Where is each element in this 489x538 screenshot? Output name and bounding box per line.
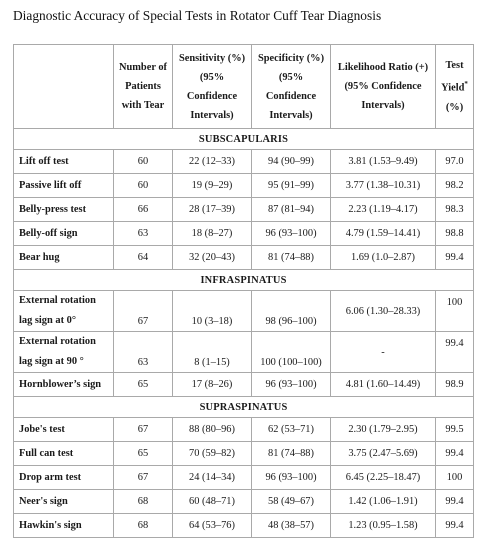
sensitivity-cell: 10 (3–18) bbox=[173, 291, 252, 332]
section-header-row bbox=[14, 397, 474, 418]
likelihood-ratio-cell: 1.23 (0.95–1.58) bbox=[331, 514, 436, 538]
accuracy-table-container bbox=[13, 44, 473, 538]
test-name-line: Hawkin's sign bbox=[19, 520, 82, 531]
test-name-line: lag sign at 0° bbox=[19, 315, 76, 326]
sensitivity-cell: 8 (1–15) bbox=[173, 332, 252, 373]
patients-cell: 67 bbox=[114, 466, 173, 490]
test-name-cell bbox=[14, 332, 114, 373]
likelihood-ratio-cell: 6.06 (1.30–28.33) bbox=[331, 291, 436, 332]
patients-cell: 66 bbox=[114, 198, 173, 222]
specificity-cell: 58 (49–67) bbox=[252, 490, 331, 514]
test-yield-cell: 99.4 bbox=[436, 490, 474, 514]
table-row bbox=[14, 174, 474, 198]
header-test-blank bbox=[14, 45, 114, 129]
test-name-line: Jobe's test bbox=[19, 424, 65, 435]
sensitivity-cell: 70 (59–82) bbox=[173, 442, 252, 466]
sensitivity-cell: 22 (12–33) bbox=[173, 150, 252, 174]
header-likelihood-ratio: Likelihood Ratio (+) (95% Confidence Intervals) bbox=[331, 45, 436, 129]
specificity-cell: 95 (91–99) bbox=[252, 174, 331, 198]
test-yield-cell: 99.5 bbox=[436, 418, 474, 442]
table-row bbox=[14, 373, 474, 397]
likelihood-ratio-cell: - bbox=[331, 332, 436, 373]
likelihood-ratio-cell: 3.81 (1.53–9.49) bbox=[331, 150, 436, 174]
patients-cell: 63 bbox=[114, 222, 173, 246]
test-name-line: Bear hug bbox=[19, 252, 60, 263]
sensitivity-cell: 32 (20–43) bbox=[173, 246, 252, 270]
likelihood-ratio-cell: 4.79 (1.59–14.41) bbox=[331, 222, 436, 246]
likelihood-ratio-cell: 1.69 (1.0–2.87) bbox=[331, 246, 436, 270]
patients-cell: 65 bbox=[114, 373, 173, 397]
sensitivity-cell: 24 (14–34) bbox=[173, 466, 252, 490]
patients-cell: 64 bbox=[114, 246, 173, 270]
sensitivity-cell: 60 (48–71) bbox=[173, 490, 252, 514]
patients-cell: 60 bbox=[114, 150, 173, 174]
sensitivity-cell: 18 (8–27) bbox=[173, 222, 252, 246]
specificity-cell: 96 (93–100) bbox=[252, 373, 331, 397]
test-name-line: Lift off test bbox=[19, 156, 69, 167]
patients-cell: 68 bbox=[114, 490, 173, 514]
header-specificity: Specificity (%) (95% Confidence Intervals) bbox=[252, 45, 331, 129]
section-title: INFRASPINATUS bbox=[14, 270, 474, 291]
test-yield-cell: 98.3 bbox=[436, 198, 474, 222]
test-name-cell bbox=[14, 174, 114, 198]
patients-cell: 67 bbox=[114, 291, 173, 332]
section-title: SUPRASPINATUS bbox=[14, 397, 474, 418]
test-yield-cell: 97.0 bbox=[436, 150, 474, 174]
test-name-cell bbox=[14, 466, 114, 490]
table-row bbox=[14, 291, 474, 332]
test-yield-cell: 98.8 bbox=[436, 222, 474, 246]
likelihood-ratio-cell: 2.23 (1.19–4.17) bbox=[331, 198, 436, 222]
table-row bbox=[14, 490, 474, 514]
test-yield-cell: 100 bbox=[436, 466, 474, 490]
table-row bbox=[14, 466, 474, 490]
likelihood-ratio-cell: 3.77 (1.38–10.31) bbox=[331, 174, 436, 198]
test-name-line: Belly-off sign bbox=[19, 228, 78, 239]
likelihood-ratio-cell: 6.45 (2.25–18.47) bbox=[331, 466, 436, 490]
table-row bbox=[14, 222, 474, 246]
test-name-line: External rotation bbox=[19, 336, 96, 347]
sensitivity-cell: 88 (80–96) bbox=[173, 418, 252, 442]
test-yield-cell: 99.4 bbox=[436, 246, 474, 270]
section-header-row bbox=[14, 270, 474, 291]
table-row bbox=[14, 442, 474, 466]
patients-cell: 67 bbox=[114, 418, 173, 442]
specificity-cell: 96 (93–100) bbox=[252, 222, 331, 246]
header-test-yield: Test Yield* (%) bbox=[436, 45, 474, 129]
patients-cell: 65 bbox=[114, 442, 173, 466]
test-name-line: Hornblower’s sign bbox=[19, 379, 102, 390]
test-name-cell bbox=[14, 291, 114, 332]
table-row bbox=[14, 198, 474, 222]
likelihood-ratio-cell: 2.30 (1.79–2.95) bbox=[331, 418, 436, 442]
sensitivity-cell: 17 (8–26) bbox=[173, 373, 252, 397]
section-title: SUBSCAPULARIS bbox=[14, 129, 474, 150]
patients-cell: 68 bbox=[114, 514, 173, 538]
likelihood-ratio-cell: 3.75 (2.47–5.69) bbox=[331, 442, 436, 466]
likelihood-ratio-cell: 1.42 (1.06–1.91) bbox=[331, 490, 436, 514]
patients-cell: 60 bbox=[114, 174, 173, 198]
test-name-line: Full can test bbox=[19, 448, 74, 459]
test-name-line: Passive lift off bbox=[19, 180, 82, 191]
test-name-cell bbox=[14, 442, 114, 466]
specificity-cell: 87 (81–94) bbox=[252, 198, 331, 222]
test-yield-cell: 98.2 bbox=[436, 174, 474, 198]
sensitivity-cell: 28 (17–39) bbox=[173, 198, 252, 222]
specificity-cell: 48 (38–57) bbox=[252, 514, 331, 538]
header-patients: Number of Patients with Tear bbox=[114, 45, 173, 129]
header-row bbox=[14, 45, 474, 129]
table-row bbox=[14, 246, 474, 270]
section-header-row bbox=[14, 129, 474, 150]
test-yield-cell: 99.4 bbox=[436, 442, 474, 466]
patients-cell: 63 bbox=[114, 332, 173, 373]
table-row bbox=[14, 514, 474, 538]
test-name-cell bbox=[14, 246, 114, 270]
table-row bbox=[14, 332, 474, 373]
test-name-cell bbox=[14, 198, 114, 222]
likelihood-ratio-cell: 4.81 (1.60–14.49) bbox=[331, 373, 436, 397]
specificity-cell: 98 (96–100) bbox=[252, 291, 331, 332]
test-name-line: Neer's sign bbox=[19, 496, 68, 507]
test-name-cell bbox=[14, 490, 114, 514]
test-yield-cell: 98.9 bbox=[436, 373, 474, 397]
specificity-cell: 62 (53–71) bbox=[252, 418, 331, 442]
test-name-cell bbox=[14, 514, 114, 538]
sensitivity-cell: 64 (53–76) bbox=[173, 514, 252, 538]
specificity-cell: 96 (93–100) bbox=[252, 466, 331, 490]
test-yield-cell: 99.4 bbox=[436, 514, 474, 538]
table-body bbox=[14, 129, 474, 538]
test-name-line: Belly-press test bbox=[19, 204, 87, 215]
header-sensitivity: Sensitivity (%) (95% Confidence Intervals) bbox=[173, 45, 252, 129]
test-name-cell bbox=[14, 418, 114, 442]
test-name-line: lag sign at 90 ° bbox=[19, 356, 84, 367]
test-name-cell bbox=[14, 150, 114, 174]
test-name-cell bbox=[14, 222, 114, 246]
table-row bbox=[14, 150, 474, 174]
specificity-cell: 100 (100–100) bbox=[252, 332, 331, 373]
table-row bbox=[14, 418, 474, 442]
specificity-cell: 81 (74–88) bbox=[252, 246, 331, 270]
test-name-line: Drop arm test bbox=[19, 472, 82, 483]
sensitivity-cell: 19 (9–29) bbox=[173, 174, 252, 198]
table-title: Diagnostic Accuracy of Special Tests in Rotator Cuff Tear Diagnosis bbox=[13, 8, 382, 23]
specificity-cell: 94 (90–99) bbox=[252, 150, 331, 174]
test-yield-cell: 100 bbox=[436, 291, 474, 332]
specificity-cell: 81 (74–88) bbox=[252, 442, 331, 466]
test-name-line: External rotation bbox=[19, 295, 96, 306]
accuracy-table bbox=[13, 44, 474, 538]
test-name-cell bbox=[14, 373, 114, 397]
test-yield-cell: 99.4 bbox=[436, 332, 474, 373]
